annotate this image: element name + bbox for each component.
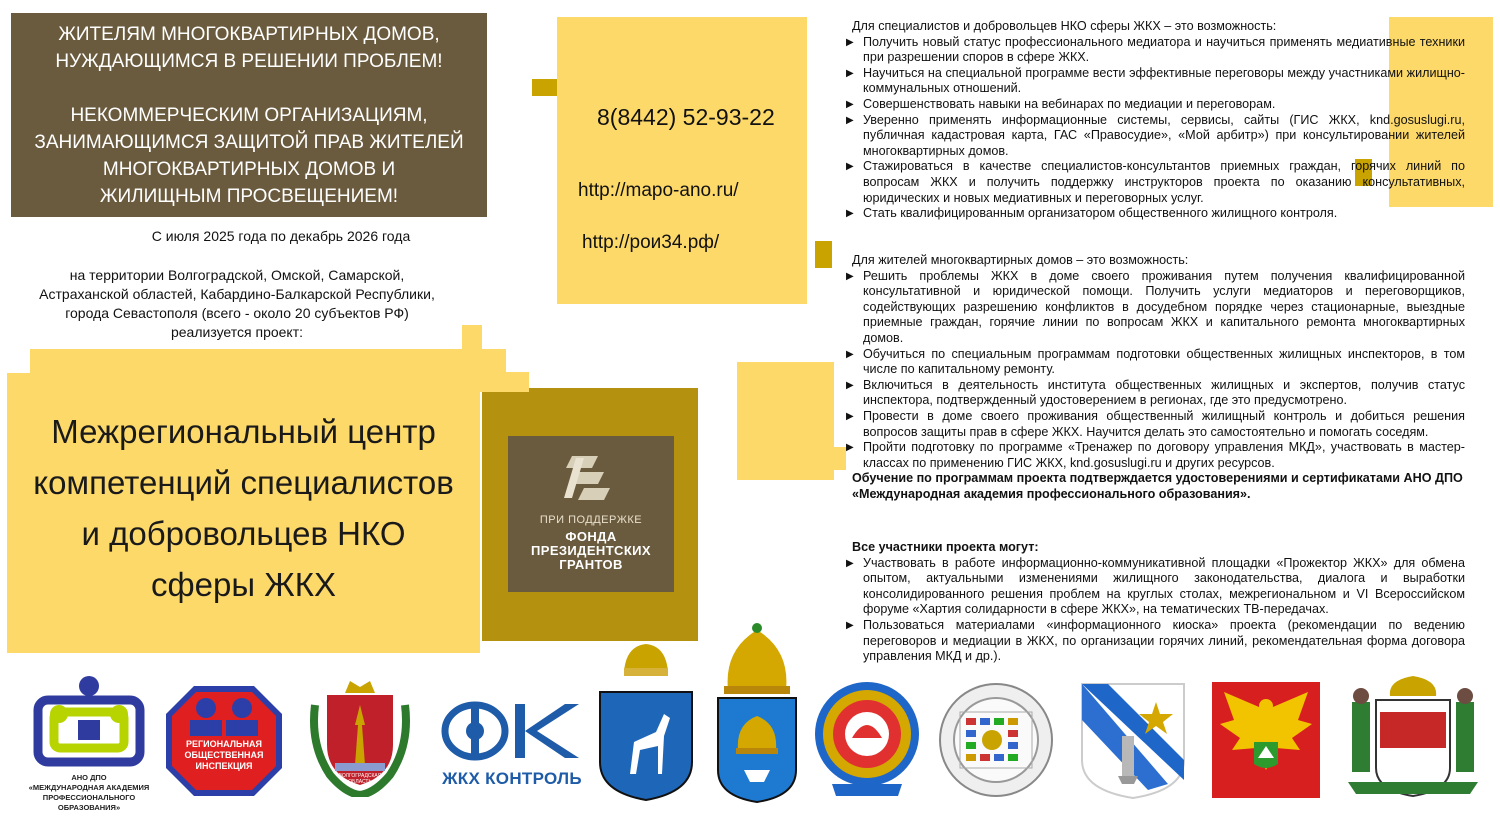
specialists-section [845,19,1465,222]
zhkh-kontrol-caption: ЖКХ КОНТРОЛЬ [442,769,582,788]
regional-inspection-caption [172,739,276,772]
fund-support-text: ПРИ ПОДДЕРЖКЕ [539,514,643,526]
mapo-caption-line: АНО ДПО [71,773,107,782]
territory-line: Астраханской областей, Кабардино-Балкарской Республики, [39,286,435,302]
zhkh-kontrol-logo [441,700,583,790]
regional-inspection-logo [164,684,284,798]
fund-name-line: ГРАНТОВ [559,557,623,572]
kabardino-balkaria-emblem [1210,680,1322,800]
roi-caption-line: РЕГИОНАЛЬНАЯ [186,739,262,749]
chamber-seal-icon [936,682,1056,798]
fund-name [508,530,674,572]
project-title-line: и добровольцев НКО [81,515,406,552]
volgograd-region-emblem [305,675,415,797]
roi-caption-line: ОБЩЕСТВЕННАЯ [184,750,264,760]
mapo-caption-line: «МЕЖДУНАРОДНАЯ АКАДЕМИЯ [28,783,150,792]
project-territory [11,266,463,342]
decor-square [806,447,846,470]
website-link[interactable]: http://mapo-ano.ru/ [578,180,739,201]
mapo-caption [24,773,154,813]
certificates-note: Обучение по программам проекта подтверждается удостоверениями и сертификатами АНО ДПО «Международная академия профессионального образования». [852,471,1463,501]
mapo-emblem-icon [24,672,154,768]
website-link[interactable]: http://рои34.рф/ [582,232,720,253]
project-dates: С июля 2025 года по декабрь 2026 года [151,228,411,244]
samara-coat-of-arms-icon [596,642,696,802]
decor-square [532,79,559,96]
contacts-box [557,17,807,304]
project-title-line: Межрегиональный центр [51,413,436,450]
list-item: ▶ Стать квалифицированным организатором общественного жилищного контроля. [845,206,1465,222]
banner-line: НУЖДАЮЩИМСЯ В РЕШЕНИИ ПРОБЛЕМ! [55,51,443,72]
chamber-seal [936,682,1056,798]
fund-name-line: ФОНДА [565,529,617,544]
sevastopol-coat-of-arms-icon [1078,680,1188,800]
astrakhan-region-emblem [714,620,800,804]
presidential-grants-fund-logo [508,436,674,592]
list-item: ▶ Участвовать в работе информационно-коммуникативной площадки «Прожектор ЖКХ» для обмена опытом, актуальными изменениями жилищного законодательства, диалога и выработки консолидированного решения проблем на круглых столах, межрегиональном и VI Всероссийском форуме «Хартия солидарности в сфере ЖКХ», на тематических ТВ-передачах. [845,556,1465,618]
mapo-caption-line: ПРОФЕССИОНАЛЬНОГО ОБРАЗОВАНИЯ» [42,793,136,812]
list-item: ▶ Уверенно применять информационные системы, сервисы, сайты (ГИС ЖКХ, knd.gosuslugi.ru, публичная кадастровая карта, ГАС «Правосудие», «Мой арбитр») при консультировании жителей многоквартирных домов. [845,113,1465,160]
banner-line: МНОГОКВАРТИРНЫХ ДОМОВ И [102,159,396,180]
omsk-coat-of-arms-icon [1340,672,1486,802]
kabardino-balkaria-coat-of-arms-icon [1210,680,1322,800]
project-title-line: компетенций специалистов [33,464,454,501]
banner-line: НЕКОММЕРЧЕСКИМ ОРГАНИЗАЦИЯМ, [70,105,428,126]
list-item: ▶ Стажироваться в качестве специалистов-консультантов приемных граждан, горячих линий по вопросам ЖКХ и получить поддержку инструкторов проекта по оказанию консультативных, юридических и новых медиативных и переговорных услуг. [845,159,1465,206]
kalmykia-emblem [812,672,922,802]
kalmykia-coat-of-arms-icon [812,672,922,802]
banner-line: ЖИЛИЩНЫМ ПРОСВЕЩЕНИЕМ! [99,186,399,207]
decor-square [462,325,482,352]
decor-square [815,241,832,268]
section-heading: Для специалистов и добровольцев НКО сферы ЖКХ – это возможность: [852,19,1277,33]
list-item: ▶ Решить проблемы ЖКХ в доме своего проживания путем получения квалифицированной консультативной и юридической помощи. Получить услуги медиаторов и переговорщиков, содействующих разрешению конфликтов в досудебном порядке через стационарные, выездные приемные граждан, горячие линии по вопросам ЖКХ и капитального ремонта многоквартирных домов. [845,269,1465,347]
decor-square [479,372,529,392]
section-heading: Все участники проекта могут: [852,540,1039,554]
list-item: ▶ Пользоваться материалами «информационного киоска» проекта (рекомендации по ведению переговоров и медиации в ЖКХ, по организации горячих линий, рекомендательная форма договора управления МКД и др.). [845,618,1465,665]
list-item: ▶ Получить новый статус профессионального медиатора и научиться применять медиативные техники при разрешении споров в сфере ЖКХ. [845,35,1465,66]
phone-number[interactable]: 8(8442) 52-93-22 [597,104,775,130]
list-item: ▶ Научиться на специальной программе вести эффективные переговоры между участниками жилищно-коммунальных отношений. [845,66,1465,97]
omsk-region-emblem [1340,672,1486,802]
project-title-box [7,373,480,653]
roi-caption-line: ИНСПЕКЦИЯ [195,761,253,771]
all-participants-section [845,540,1465,665]
fund-name-line: ПРЕЗИДЕНТСКИХ [531,543,651,558]
list-item: ▶ Пройти подготовку по программе «Тренажер по договору управления МКД», участвовать в мастер-классах по применению ГИС ЖКХ, knd.gosuslugi.ru и других ресурсов. [845,440,1465,471]
zhkh-kontrol-eye-icon [441,700,583,762]
samara-region-emblem [596,642,696,802]
audience-banner [11,13,487,217]
list-item: ▶ Включиться в деятельность института общественных жилищных и экспертов, получив статус инспектора, подтвержденный удостоверением в регионах, где это предусмотрено. [845,378,1465,409]
list-item: ▶ Провести в доме своего проживания общественный жилищный контроль и добиться решения вопросов защиты прав в сфере ЖКХ. Научится делать это самостоятельно и помогать соседям. [845,409,1465,440]
fund-emblem-icon [558,452,618,504]
territory-line: реализуется проект: [170,324,304,340]
section-heading: Для жителей многоквартирных домов – это возможность: [852,253,1189,267]
sevastopol-emblem [1078,680,1188,800]
astrakhan-coat-of-arms-icon [714,620,800,804]
volgograd-caption: ВОЛГОГРАДСКАЯ ОБЛАСТЬ [338,773,382,785]
banner-line: ЖИТЕЛЯМ МНОГОКВАРТИРНЫХ ДОМОВ, [58,24,440,45]
mapo-logo [24,672,154,812]
project-title-line: сферы ЖКХ [151,566,336,603]
list-item: ▶ Совершенствовать навыки на вебинарах по медиации и переговорам. [845,97,1465,113]
territory-line: города Севастополя (всего - около 20 субъектов РФ) [65,305,409,321]
residents-section [845,253,1465,503]
banner-line: ЗАНИМАЮЩИМСЯ ЗАЩИТОЙ ПРАВ ЖИТЕЛЕЙ [34,132,464,153]
list-item: ▶ Обучиться по специальным программам подготовки общественных жилищных инспекторов, в том числе по капитальному ремонту. [845,347,1465,378]
territory-line: на территории Волгоградской, Омской, Самарской, [69,267,405,283]
